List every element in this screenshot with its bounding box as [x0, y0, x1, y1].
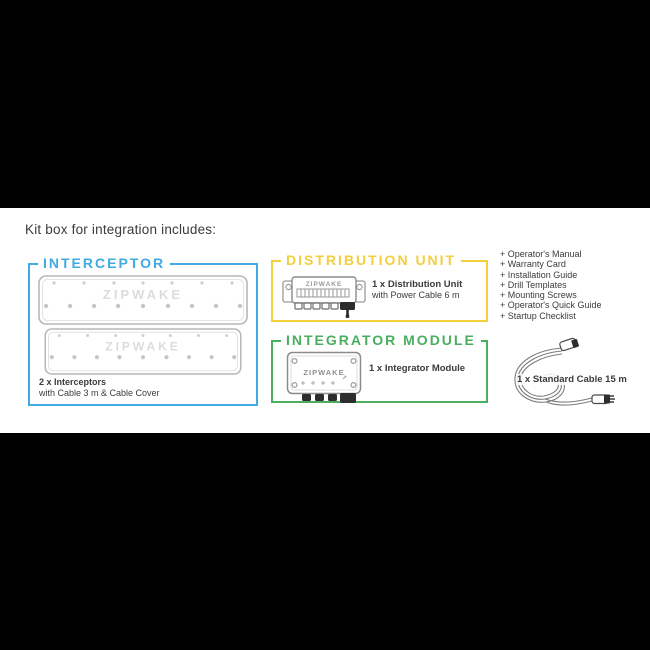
list-item: + Operator's Quick Guide	[500, 300, 602, 311]
list-item: + Mounting Screws	[500, 290, 577, 301]
list-item: + Operator's Manual	[500, 249, 582, 259]
integrator-module-illustration	[286, 351, 362, 404]
cable-connector-top	[559, 338, 579, 352]
letterbox-top	[0, 0, 650, 208]
integrator-module-section-label: INTEGRATOR MODULE	[281, 332, 481, 348]
distribution-unit-section	[271, 252, 488, 322]
cable-connector-bottom	[592, 395, 615, 404]
zipwake-logo-text: ZIPWAKE	[105, 339, 181, 354]
distribution-unit-section-label: DISTRIBUTION UNIT	[281, 252, 461, 268]
distribution-unit-illustration	[282, 273, 366, 319]
interceptor-illustration-2	[38, 328, 248, 375]
letterbox-bottom	[0, 433, 650, 650]
standard-cable	[504, 336, 627, 416]
distribution-unit-caption	[372, 279, 462, 301]
interceptor-section-label: INTERCEPTOR	[38, 255, 170, 271]
list-item: + Warranty Card	[500, 259, 566, 270]
list-item: + Drill Templates	[500, 279, 567, 290]
interceptor-caption-bold: 2 x Interceptors	[39, 377, 107, 387]
distribution-unit-caption-bold: 1 x Distribution Unit	[372, 279, 463, 290]
power-cable-connector	[340, 302, 355, 310]
integrator-module-caption	[369, 363, 465, 374]
interceptor-caption	[39, 377, 160, 399]
bottom-connectors	[302, 393, 356, 403]
distribution-unit-caption-detail: with Power Cable 6 m	[372, 290, 460, 300]
interceptor-caption-detail: with Cable 3 m & Cable Cover	[39, 388, 160, 398]
accessories-list	[500, 249, 602, 321]
list-item: + Startup Checklist	[500, 310, 576, 321]
page-title: Kit box for integration includes:	[25, 222, 217, 237]
integrator-module-caption-bold: 1 x Integrator Module	[369, 363, 466, 374]
list-item: + Installation Guide	[500, 269, 578, 280]
interceptor-section	[28, 255, 258, 406]
integrator-module-section	[271, 332, 488, 403]
interceptor-illustration-1	[38, 275, 248, 325]
zipwake-logo-text: ZIPWAKE	[305, 281, 343, 288]
zipwake-logo-text: ZIPWAKE	[102, 287, 184, 302]
zipwake-logo-text: ZIPWAKE	[303, 368, 345, 377]
standard-cable-label: 1 x Standard Cable 15 m	[517, 374, 627, 385]
connector-sockets	[295, 303, 338, 309]
